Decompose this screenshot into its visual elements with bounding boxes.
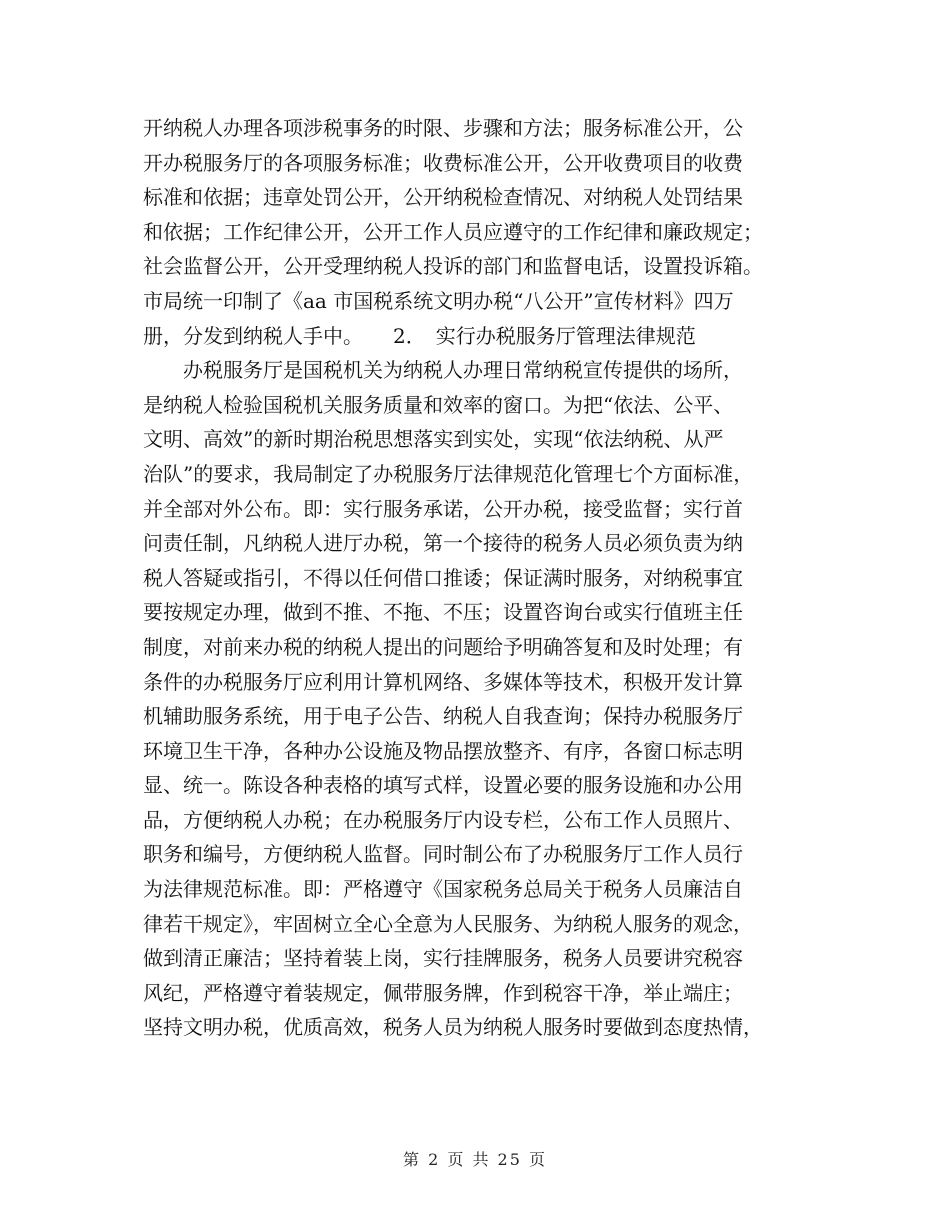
text-line: 条件的办税服务厅应利用计算机网络、多媒体等技术，积极开发计算 [143,669,743,694]
text-line: 和依据；工作纪律公开，公开工作人员应遵守的工作纪律和廉政规定； [143,219,763,244]
text-line: 风纪，严格遵守着装规定，佩带服务牌，作到税容干净，举止端庄； [143,980,743,1005]
page-number: 第 2 页 共 25 页 [403,1150,547,1169]
text-line: 做到清正廉洁；坚持着装上岗，实行挂牌服务，税务人员要讲究税容 [143,946,743,971]
text-line: 开纳税人办理各项涉税事务的时限、步骤和方法；服务标准公开，公 [143,116,743,140]
text-line: 机辅助服务系统，用于电子公告、纳税人自我查询；保持办税服务厅 [143,704,743,729]
text-line: 税人答疑或指引，不得以任何借口推诿；保证满时服务，对纳税事宜 [143,565,743,590]
text-line: 市局统一印制了《aa 市国税系统文明办税“八公开”宣传材料》四万 [143,288,734,313]
text-line: 办税服务厅是国税机关为纳税人办理日常纳税宣传提供的场所， [143,358,743,383]
body-text [143,111,813,1045]
text-line: 开办税服务厅的各项服务标准；收费标准公开，公开收费项目的收费 [143,150,743,175]
text-line: 问责任制，凡纳税人进厅办税，第一个接待的税务人员必须负责为纳 [143,531,743,556]
text-line: 为法律规范标准。即：严格遵守《国家税务总局关于税务人员廉洁自 [143,877,743,902]
text-line: 并全部对外公布。即：实行服务承诺，公开办税，接受监督；实行首 [143,496,743,521]
text-line: 品，方便纳税人办税；在办税服务厅内设专栏，公布工作人员照片、 [143,807,743,832]
text-line: 治队”的要求，我局制定了办税服务厅法律规范化管理七个方面标准， [143,461,754,486]
text-line: 制度，对前来办税的纳税人提出的问题给予明确答复和及时处理；有 [143,634,743,659]
text-line: 是纳税人检验国税机关服务质量和效率的窗口。为把“依法、公平、 [143,392,734,417]
text-line: 律若干规定》，牢固树立全心全意为人民服务、为纳税人服务的观念， [143,911,753,936]
text-line: 显、统一。陈设各种表格的填写式样，设置必要的服务设施和办公用 [143,773,743,798]
text-line: 标准和依据；违章处罚公开，公开纳税检查情况、对纳税人处罚结果 [143,185,743,210]
text-line: 坚持文明办税，优质高效，税务人员为纳税人服务时要做到态度热情， [143,1015,763,1040]
text-line: 文明、高效”的新时期治税思想落实到实处，实现“依法纳税、从严 [143,427,724,452]
text-line: 册，分发到纳税人手中。 2． 实行办税服务厅管理法律规范 [143,323,696,348]
text-line: 职务和编号，方便纳税人监督。同时制公布了办税服务厅工作人员行 [143,842,743,867]
text-line: 要按规定办理，做到不推、不拖、不压；设置咨询台或实行值班主任 [143,600,743,625]
text-line: 环境卫生干净，各种办公设施及物品摆放整齐、有序，各窗口标志明 [143,738,743,763]
text-line: 社会监督公开，公开受理纳税人投诉的部门和监督电话，设置投诉箱。 [143,254,763,279]
